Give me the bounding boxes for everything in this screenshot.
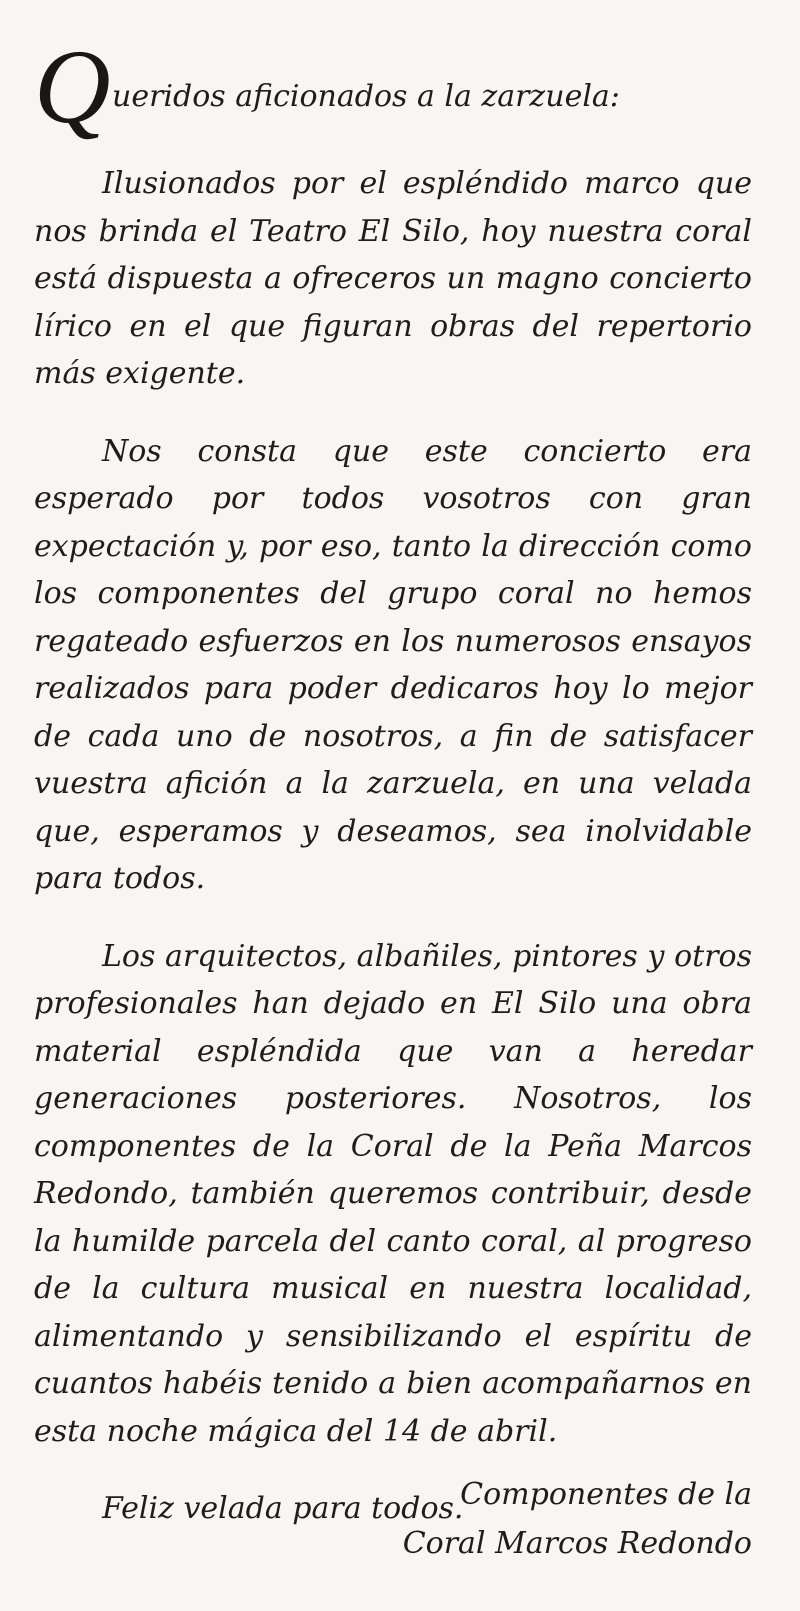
paragraph-closing: Feliz velada para todos. <box>102 1491 464 1526</box>
paragraph-expectation: Nos consta que este concierto era esperado por todos vosotros con gran expectación y, por eso, tanto la dirección como los componentes del grupo coral no hemos regateado esfuerzos en los numerosos ensayos realizados para poder dedicaros hoy lo mejor de cada uno de nosotros, a fin de satisfacer vuestra afición a la zarzuela, en una velada que, esperamos y deseamos, sea inolvidable para todos. <box>34 433 752 896</box>
salutation <box>34 28 754 145</box>
salutation-text: ueridos aficionados a la zarzuela: <box>112 79 620 114</box>
signature <box>403 1470 752 1568</box>
signature-line-2: Coral Marcos Redondo <box>402 1526 752 1561</box>
paragraph-contribution: Los arquitectos, albañiles, pintores y otros profesionales han dejado en El Silo una obra material espléndida que van a heredar generaciones posteriores. Nosotros, los componentes de la Coral de la Peña Marcos Redondo, también queremos contribuir, desde la humilde parcela del canto coral, al progreso de la cultura musical en nuestra localidad, alimentando y sensibilizando el espíritu de cuantos habéis tenido a bien acompañarnos en esta noche mágica del 14 de abril. <box>34 938 752 1449</box>
letter-body <box>34 160 752 1533</box>
signature-line-1: Componentes de la <box>460 1477 752 1512</box>
salutation-dropcap: Q <box>34 28 111 145</box>
paragraph-intro: Ilusionados por el espléndido marco que nos brinda el Teatro El Silo, hoy nuestra coral está dispuesta a ofreceros un magno concierto lírico en el que figuran obras del repertorio más exigente. <box>34 166 752 391</box>
